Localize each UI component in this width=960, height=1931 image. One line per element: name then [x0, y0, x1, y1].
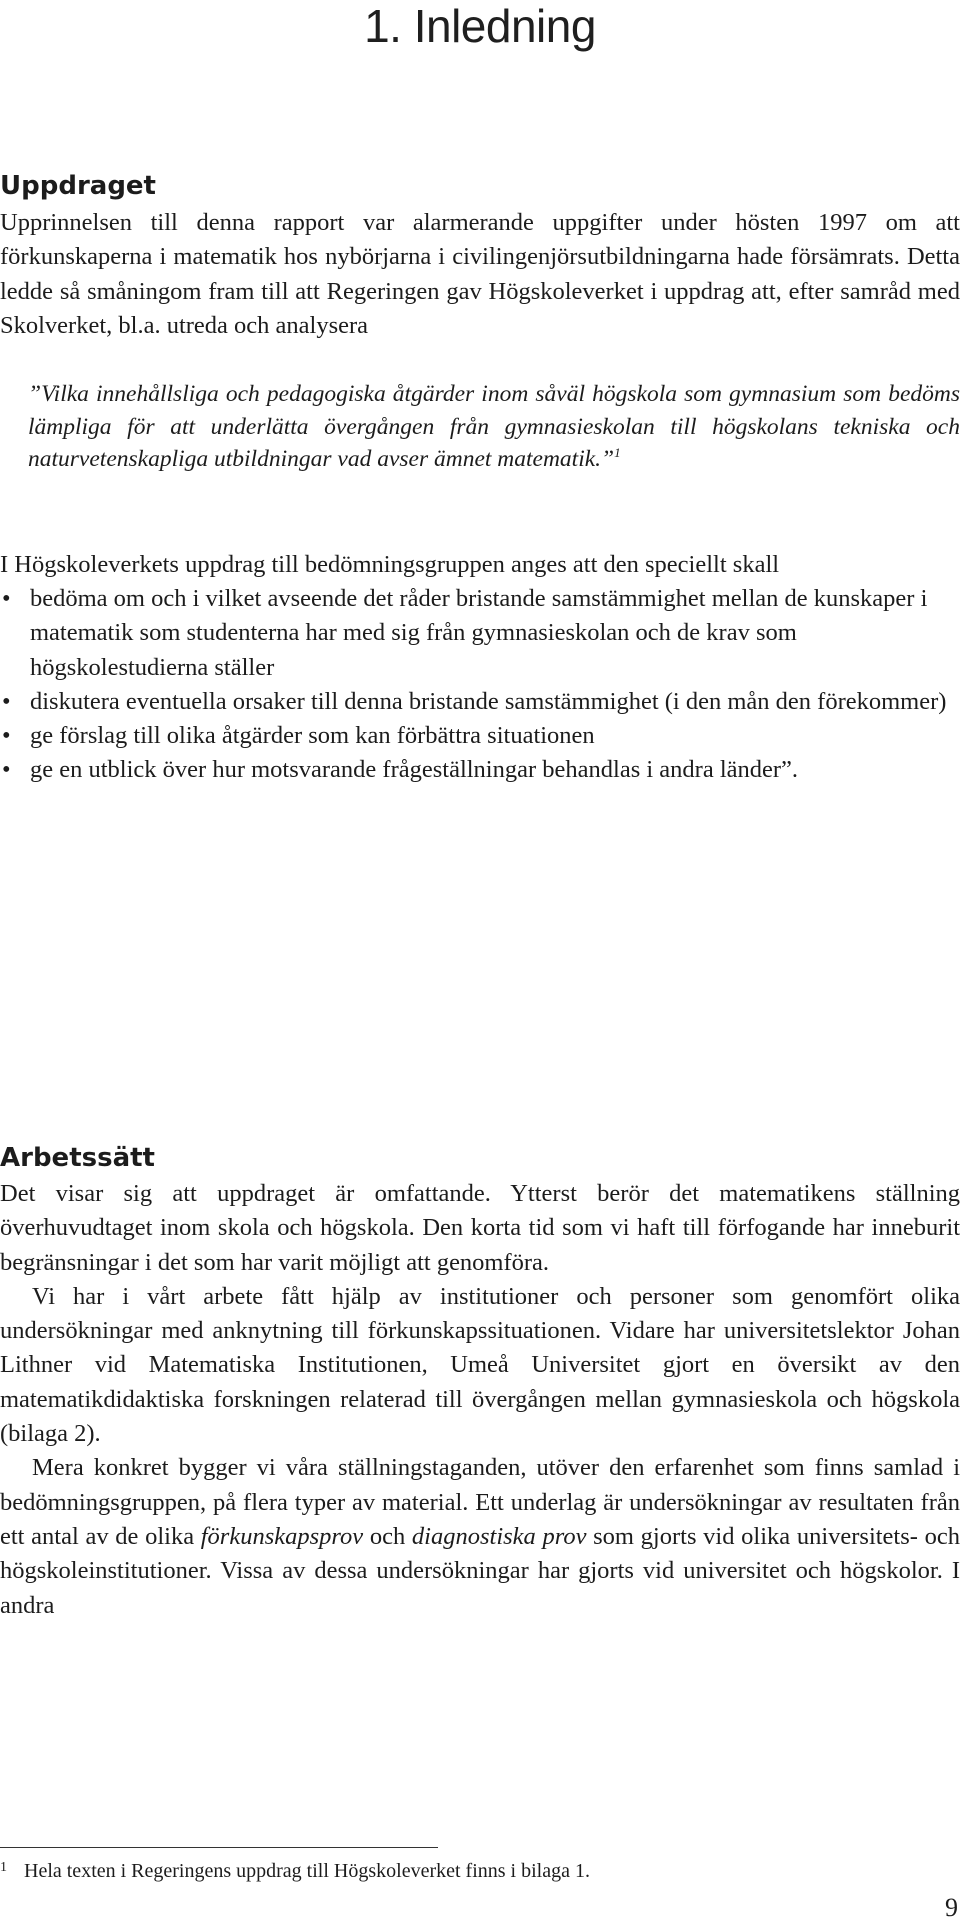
- assignment-intro-paragraph: [0, 548, 960, 582]
- bullet-item: [0, 685, 960, 719]
- paragraph3-part1: Mera konkret bygger vi våra ställningstaganden, utöver den erfarenhet som finns samlad i bedömningsgruppen, på flera typer av material. Ett underlag är undersökningar av resultaten från ett antal av de olika: [0, 1454, 960, 1550]
- bullet-text: ge förslag till olika åtgärder som kan förbättra situationen: [30, 722, 595, 750]
- bullet-icon: •: [2, 756, 11, 784]
- quote-text: ”Vilka innehållsliga och pedagogiska åtgärder inom såväl högskola som gymnasium som bedöms lämpliga för att underlätta övergången från gymnasieskolan till högskolans tekniska och naturvetenskapliga utbildningar vad avser ämnet matematik.”: [28, 381, 960, 472]
- assignment-bullet-list: [0, 582, 960, 788]
- paragraph3-part3: som gjorts vid olika universitets- och högskoleinstitutioner. Vissa av dessa undersökningar har gjorts vid universitet och högskolor. I andra: [0, 1522, 960, 1619]
- section-heading-arbetssatt: Arbetssätt: [0, 1143, 155, 1173]
- quote-footnote-ref: 1: [614, 445, 621, 460]
- bullet-icon: •: [2, 585, 11, 612]
- assignment-quote: [28, 378, 960, 476]
- bullet-icon: •: [2, 722, 11, 750]
- method-paragraph-2: Vi har i vårt arbete fått hjälp av institutioner och personer som genomfört olika undersökningar med anknytning till förkunskapssituationen. Vidare har universitetslektor Johan Lithner vid Matematiska Institutionen, Umeå Universitet gjort en översikt av den matematikdidaktiska forskningen relaterad till övergången mellan gymnasieskola och högskola (bilaga 2).: [0, 1282, 960, 1448]
- bullet-text: diskutera eventuella orsaker till denna bristande samstämmighet (i den mån den förekommer): [30, 687, 947, 715]
- section-heading-uppdraget: Uppdraget: [0, 171, 156, 201]
- footnote-divider: [0, 1847, 438, 1848]
- bullet-item: [0, 719, 960, 753]
- chapter-title: 1. Inledning: [364, 0, 596, 52]
- footnote-text: Hela texten i Regeringens uppdrag till Högskoleverket finns i bilaga 1.: [24, 1860, 590, 1882]
- intro-paragraph: [0, 206, 960, 343]
- bullet-text: ge en utblick över hur motsvarande frågeställningar behandlas i andra länder”.: [30, 756, 799, 784]
- method-paragraph-3: [0, 1451, 960, 1622]
- paragraph3-part2: och: [363, 1522, 412, 1550]
- bullet-text: bedöma om och i vilket avseende det råder bristande samstämmighet mellan de kunskaper i matematik som studenterna har med sig från gymnasieskolan och de krav som högskolestudierna ställer: [30, 585, 928, 681]
- intro-text: Upprinnelsen till denna rapport var alarmerande uppgifter under hösten 1997 om att förkunskaperna i matematik hos nybörjarna i civilingenjörsutbildningarna hade försämrats. Detta ledde så småningom fram till att Regeringen gav Högskoleverket i uppdrag att, efter samråd med Skolverket, bl.a. utreda och analysera: [0, 209, 960, 339]
- method-paragraphs: [0, 1177, 960, 1623]
- bullet-icon: •: [2, 687, 11, 715]
- footnote: 1 Hela texten i Regeringens uppdrag till Högskoleverket finns i bilaga 1.: [0, 1860, 590, 1882]
- page-number: 9: [945, 1893, 958, 1922]
- bullet-item: [0, 582, 960, 685]
- paragraph3-emph-diagnostiska-prov: diagnostiska prov: [411, 1522, 587, 1550]
- bullet-item: [0, 753, 960, 787]
- paragraph3-emph-forkunskapsprov: förkunskapsprov: [200, 1522, 364, 1550]
- method-paragraph-1: Det visar sig att uppdraget är omfattande. Ytterst berör det matematikens ställning överhuvudtaget inom skola och högskola. Den korta tid som vi haft till förfogande har inneburit begränsningar i det som har varit möjligt att genomföra.: [0, 1180, 960, 1276]
- assignment-intro-text: I Högskoleverkets uppdrag till bedömningsgruppen anges att den speciellt skall: [0, 551, 780, 578]
